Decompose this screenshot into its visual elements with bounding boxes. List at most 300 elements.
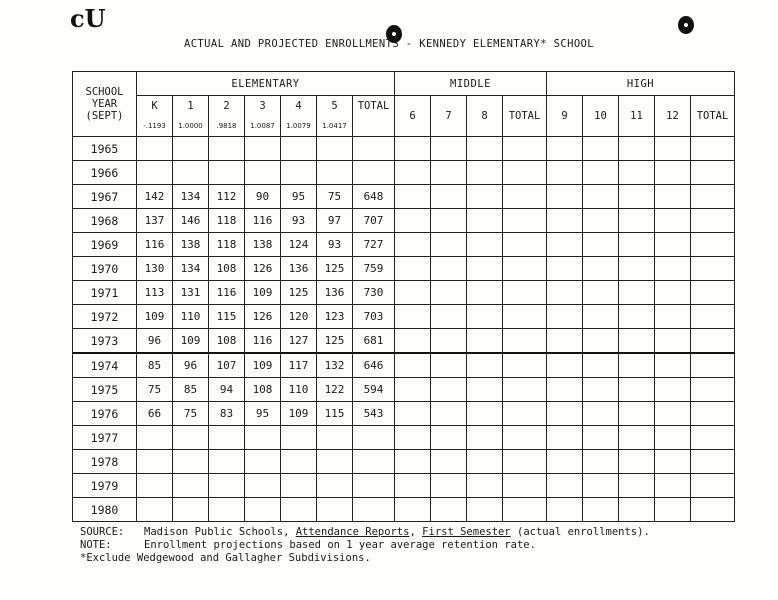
elementary-value-cell bbox=[173, 498, 209, 522]
elementary-value-cell: 66 bbox=[137, 402, 173, 426]
elementary-value-cell: 759 bbox=[353, 257, 395, 281]
elementary-value-cell: 136 bbox=[317, 281, 353, 305]
exclude-text: *Exclude Wedgewood and Gallagher Subdivisions. bbox=[80, 552, 371, 564]
elementary-value-cell bbox=[317, 474, 353, 498]
elementary-value-cell: 75 bbox=[137, 378, 173, 402]
empty-cell bbox=[619, 498, 655, 522]
elementary-value-cell: 108 bbox=[209, 257, 245, 281]
elementary-value-cell: 96 bbox=[173, 353, 209, 378]
year-cell: 1974 bbox=[73, 353, 137, 378]
elementary-value-cell: 85 bbox=[173, 378, 209, 402]
elementary-value-cell bbox=[173, 450, 209, 474]
elementary-value-cell: 118 bbox=[209, 209, 245, 233]
note-line bbox=[80, 539, 650, 552]
year-cell: 1973 bbox=[73, 329, 137, 354]
empty-cell bbox=[691, 305, 735, 329]
empty-cell bbox=[655, 233, 691, 257]
empty-cell bbox=[655, 498, 691, 522]
column-header-row bbox=[73, 96, 735, 117]
elementary-value-cell bbox=[281, 474, 317, 498]
table-row bbox=[73, 329, 735, 354]
elementary-value-cell: 109 bbox=[173, 329, 209, 354]
source-line bbox=[80, 526, 650, 539]
empty-cell bbox=[619, 426, 655, 450]
year-cell: 1977 bbox=[73, 426, 137, 450]
elementary-value-cell bbox=[317, 498, 353, 522]
empty-cell bbox=[583, 137, 619, 161]
empty-cell bbox=[503, 402, 547, 426]
year-cell: 1965 bbox=[73, 137, 137, 161]
column-header-high: 9 bbox=[547, 96, 583, 137]
empty-cell bbox=[431, 281, 467, 305]
empty-cell bbox=[691, 378, 735, 402]
year-cell: 1979 bbox=[73, 474, 137, 498]
empty-cell bbox=[619, 378, 655, 402]
empty-cell bbox=[467, 281, 503, 305]
elementary-value-cell: 126 bbox=[245, 257, 281, 281]
empty-cell bbox=[467, 474, 503, 498]
source-text: Madison Public Schools, Attendance Reports, First Semester (actual enrollments). bbox=[144, 526, 650, 538]
elementary-value-cell: 116 bbox=[245, 329, 281, 354]
empty-cell bbox=[619, 450, 655, 474]
elementary-value-cell bbox=[209, 474, 245, 498]
elementary-value-cell: 138 bbox=[173, 233, 209, 257]
empty-cell bbox=[583, 353, 619, 378]
column-header-high: 12 bbox=[655, 96, 691, 137]
elementary-value-cell bbox=[209, 137, 245, 161]
empty-cell bbox=[395, 209, 431, 233]
empty-cell bbox=[619, 185, 655, 209]
elementary-value-cell: 134 bbox=[173, 185, 209, 209]
empty-cell bbox=[691, 185, 735, 209]
exclude-line bbox=[80, 552, 650, 565]
retention-rate-cell: 1.0087 bbox=[245, 116, 281, 137]
elementary-value-cell: 707 bbox=[353, 209, 395, 233]
elementary-value-cell: 146 bbox=[173, 209, 209, 233]
retention-rate-cell bbox=[353, 116, 395, 137]
empty-cell bbox=[583, 329, 619, 354]
elementary-value-cell bbox=[137, 161, 173, 185]
elementary-value-cell: 115 bbox=[209, 305, 245, 329]
elementary-value-cell bbox=[245, 450, 281, 474]
empty-cell bbox=[503, 209, 547, 233]
empty-cell bbox=[395, 281, 431, 305]
empty-cell bbox=[547, 450, 583, 474]
empty-cell bbox=[503, 353, 547, 378]
retention-rate-cell: 1.0417 bbox=[317, 116, 353, 137]
elementary-value-cell: 108 bbox=[209, 329, 245, 354]
elementary-value-cell bbox=[353, 426, 395, 450]
empty-cell bbox=[691, 474, 735, 498]
empty-cell bbox=[467, 353, 503, 378]
year-cell: 1976 bbox=[73, 402, 137, 426]
empty-cell bbox=[691, 137, 735, 161]
elementary-value-cell: 122 bbox=[317, 378, 353, 402]
elementary-value-cell bbox=[281, 450, 317, 474]
empty-cell bbox=[395, 378, 431, 402]
elementary-value-cell: 727 bbox=[353, 233, 395, 257]
enrollment-table bbox=[72, 71, 735, 522]
table-row bbox=[73, 209, 735, 233]
elementary-value-cell: 113 bbox=[137, 281, 173, 305]
middle-group-header: MIDDLE bbox=[395, 72, 547, 96]
empty-cell bbox=[547, 329, 583, 354]
elementary-value-cell: 127 bbox=[281, 329, 317, 354]
empty-cell bbox=[583, 161, 619, 185]
column-header-middle: 8 bbox=[467, 96, 503, 137]
note-text: Enrollment projections based on 1 year average retention rate. bbox=[144, 539, 536, 551]
elementary-value-cell: 125 bbox=[317, 329, 353, 354]
empty-cell bbox=[583, 209, 619, 233]
retention-rate-cell: .9818 bbox=[209, 116, 245, 137]
elementary-value-cell bbox=[173, 161, 209, 185]
retention-rate-cell: -.1193 bbox=[137, 116, 173, 137]
elementary-value-cell: 90 bbox=[245, 185, 281, 209]
empty-cell bbox=[655, 402, 691, 426]
empty-cell bbox=[431, 474, 467, 498]
elementary-value-cell: 142 bbox=[137, 185, 173, 209]
elementary-value-cell bbox=[353, 450, 395, 474]
column-header-middle: TOTAL bbox=[503, 96, 547, 137]
table-row bbox=[73, 450, 735, 474]
elementary-value-cell bbox=[209, 498, 245, 522]
empty-cell bbox=[503, 378, 547, 402]
elementary-value-cell bbox=[281, 161, 317, 185]
empty-cell bbox=[691, 353, 735, 378]
elementary-value-cell bbox=[281, 426, 317, 450]
empty-cell bbox=[467, 426, 503, 450]
empty-cell bbox=[395, 329, 431, 354]
elementary-value-cell: 95 bbox=[281, 185, 317, 209]
empty-cell bbox=[547, 426, 583, 450]
empty-cell bbox=[467, 378, 503, 402]
empty-cell bbox=[431, 161, 467, 185]
empty-cell bbox=[619, 353, 655, 378]
table-row bbox=[73, 257, 735, 281]
table-row bbox=[73, 281, 735, 305]
elementary-value-cell: 125 bbox=[317, 257, 353, 281]
elementary-value-cell bbox=[137, 426, 173, 450]
empty-cell bbox=[583, 281, 619, 305]
elementary-value-cell bbox=[245, 161, 281, 185]
empty-cell bbox=[395, 474, 431, 498]
empty-cell bbox=[619, 281, 655, 305]
empty-cell bbox=[503, 233, 547, 257]
elementary-value-cell: 543 bbox=[353, 402, 395, 426]
table-row bbox=[73, 378, 735, 402]
elementary-value-cell bbox=[137, 474, 173, 498]
empty-cell bbox=[503, 474, 547, 498]
elementary-value-cell: 109 bbox=[245, 281, 281, 305]
elementary-group-header: ELEMENTARY bbox=[137, 72, 395, 96]
elementary-value-cell: 112 bbox=[209, 185, 245, 209]
empty-cell bbox=[431, 329, 467, 354]
empty-cell bbox=[691, 257, 735, 281]
elementary-value-cell: 120 bbox=[281, 305, 317, 329]
corner-handwritten-mark: cU bbox=[70, 4, 106, 33]
year-cell: 1975 bbox=[73, 378, 137, 402]
column-header-elementary: 3 bbox=[245, 96, 281, 117]
empty-cell bbox=[467, 402, 503, 426]
elementary-value-cell bbox=[245, 137, 281, 161]
elementary-value-cell: 594 bbox=[353, 378, 395, 402]
year-cell: 1966 bbox=[73, 161, 137, 185]
empty-cell bbox=[655, 281, 691, 305]
empty-cell bbox=[655, 161, 691, 185]
year-cell: 1972 bbox=[73, 305, 137, 329]
elementary-value-cell: 107 bbox=[209, 353, 245, 378]
elementary-value-cell: 116 bbox=[137, 233, 173, 257]
note-label: NOTE: bbox=[80, 539, 112, 551]
empty-cell bbox=[395, 137, 431, 161]
empty-cell bbox=[547, 209, 583, 233]
elementary-value-cell bbox=[245, 474, 281, 498]
empty-cell bbox=[547, 257, 583, 281]
table-row bbox=[73, 137, 735, 161]
empty-cell bbox=[547, 161, 583, 185]
empty-cell bbox=[503, 161, 547, 185]
elementary-value-cell: 134 bbox=[173, 257, 209, 281]
elementary-value-cell bbox=[317, 161, 353, 185]
column-header-high: 11 bbox=[619, 96, 655, 137]
elementary-value-cell: 138 bbox=[245, 233, 281, 257]
elementary-value-cell: 97 bbox=[317, 209, 353, 233]
empty-cell bbox=[395, 426, 431, 450]
elementary-value-cell: 109 bbox=[281, 402, 317, 426]
empty-cell bbox=[467, 161, 503, 185]
high-group-header: HIGH bbox=[547, 72, 735, 96]
empty-cell bbox=[547, 185, 583, 209]
empty-cell bbox=[395, 450, 431, 474]
empty-cell bbox=[395, 185, 431, 209]
empty-cell bbox=[503, 426, 547, 450]
elementary-value-cell bbox=[353, 474, 395, 498]
empty-cell bbox=[431, 185, 467, 209]
footer bbox=[80, 526, 650, 565]
empty-cell bbox=[619, 209, 655, 233]
empty-cell bbox=[431, 209, 467, 233]
elementary-value-cell: 93 bbox=[317, 233, 353, 257]
page-title: ACTUAL AND PROJECTED ENROLLMENTS - KENNEDY ELEMENTARY* SCHOOL bbox=[183, 38, 594, 50]
empty-cell bbox=[583, 233, 619, 257]
empty-cell bbox=[395, 402, 431, 426]
empty-cell bbox=[503, 450, 547, 474]
empty-cell bbox=[467, 257, 503, 281]
elementary-value-cell: 116 bbox=[245, 209, 281, 233]
column-header-elementary: 1 bbox=[173, 96, 209, 117]
elementary-value-cell bbox=[137, 450, 173, 474]
elementary-value-cell: 131 bbox=[173, 281, 209, 305]
table-row bbox=[73, 474, 735, 498]
empty-cell bbox=[431, 353, 467, 378]
elementary-value-cell: 116 bbox=[209, 281, 245, 305]
school-year-header: SCHOOL YEAR (SEPT) bbox=[73, 72, 137, 137]
empty-cell bbox=[503, 257, 547, 281]
empty-cell bbox=[431, 498, 467, 522]
empty-cell bbox=[655, 329, 691, 354]
year-cell: 1970 bbox=[73, 257, 137, 281]
empty-cell bbox=[431, 450, 467, 474]
elementary-value-cell bbox=[353, 137, 395, 161]
elementary-value-cell: 115 bbox=[317, 402, 353, 426]
column-header-elementary: K bbox=[137, 96, 173, 117]
column-header-elementary: 2 bbox=[209, 96, 245, 117]
table-row bbox=[73, 426, 735, 450]
empty-cell bbox=[467, 498, 503, 522]
empty-cell bbox=[503, 498, 547, 522]
empty-cell bbox=[467, 233, 503, 257]
empty-cell bbox=[655, 426, 691, 450]
elementary-value-cell: 85 bbox=[137, 353, 173, 378]
elementary-value-cell: 109 bbox=[245, 353, 281, 378]
elementary-value-cell: 132 bbox=[317, 353, 353, 378]
elementary-value-cell: 75 bbox=[317, 185, 353, 209]
empty-cell bbox=[547, 353, 583, 378]
elementary-value-cell: 126 bbox=[245, 305, 281, 329]
empty-cell bbox=[431, 257, 467, 281]
year-cell: 1978 bbox=[73, 450, 137, 474]
year-cell: 1980 bbox=[73, 498, 137, 522]
empty-cell bbox=[655, 474, 691, 498]
empty-cell bbox=[691, 402, 735, 426]
empty-cell bbox=[431, 426, 467, 450]
empty-cell bbox=[655, 209, 691, 233]
empty-cell bbox=[691, 161, 735, 185]
table-row bbox=[73, 233, 735, 257]
empty-cell bbox=[691, 233, 735, 257]
elementary-value-cell: 130 bbox=[137, 257, 173, 281]
retention-rate-cell: 1.0000 bbox=[173, 116, 209, 137]
year-cell: 1967 bbox=[73, 185, 137, 209]
elementary-value-cell: 123 bbox=[317, 305, 353, 329]
empty-cell bbox=[395, 161, 431, 185]
table-row bbox=[73, 305, 735, 329]
punch-hole-top-right bbox=[678, 16, 694, 34]
empty-cell bbox=[431, 402, 467, 426]
column-header-middle: 6 bbox=[395, 96, 431, 137]
empty-cell bbox=[583, 402, 619, 426]
elementary-value-cell: 110 bbox=[281, 378, 317, 402]
elementary-value-cell bbox=[209, 450, 245, 474]
empty-cell bbox=[503, 137, 547, 161]
empty-cell bbox=[431, 137, 467, 161]
empty-cell bbox=[583, 450, 619, 474]
empty-cell bbox=[691, 281, 735, 305]
table-body bbox=[73, 137, 735, 522]
elementary-value-cell bbox=[173, 426, 209, 450]
empty-cell bbox=[467, 329, 503, 354]
elementary-value-cell bbox=[281, 137, 317, 161]
elementary-value-cell bbox=[353, 161, 395, 185]
empty-cell bbox=[467, 185, 503, 209]
empty-cell bbox=[691, 426, 735, 450]
empty-cell bbox=[467, 450, 503, 474]
empty-cell bbox=[583, 378, 619, 402]
table-row bbox=[73, 402, 735, 426]
empty-cell bbox=[395, 498, 431, 522]
empty-cell bbox=[619, 257, 655, 281]
elementary-value-cell: 93 bbox=[281, 209, 317, 233]
empty-cell bbox=[547, 233, 583, 257]
empty-cell bbox=[655, 257, 691, 281]
elementary-value-cell: 136 bbox=[281, 257, 317, 281]
empty-cell bbox=[395, 233, 431, 257]
empty-cell bbox=[655, 305, 691, 329]
elementary-value-cell: 109 bbox=[137, 305, 173, 329]
table-row bbox=[73, 498, 735, 522]
empty-cell bbox=[583, 305, 619, 329]
empty-cell bbox=[503, 329, 547, 354]
empty-cell bbox=[395, 305, 431, 329]
empty-cell bbox=[619, 233, 655, 257]
retention-rate-cell: 1.0079 bbox=[281, 116, 317, 137]
elementary-value-cell: 646 bbox=[353, 353, 395, 378]
elementary-value-cell bbox=[281, 498, 317, 522]
elementary-value-cell: 124 bbox=[281, 233, 317, 257]
elementary-value-cell bbox=[137, 137, 173, 161]
empty-cell bbox=[691, 450, 735, 474]
elementary-value-cell: 75 bbox=[173, 402, 209, 426]
empty-cell bbox=[583, 426, 619, 450]
elementary-value-cell: 681 bbox=[353, 329, 395, 354]
empty-cell bbox=[503, 185, 547, 209]
elementary-value-cell bbox=[173, 474, 209, 498]
empty-cell bbox=[583, 257, 619, 281]
empty-cell bbox=[655, 185, 691, 209]
empty-cell bbox=[583, 474, 619, 498]
elementary-value-cell: 703 bbox=[353, 305, 395, 329]
empty-cell bbox=[583, 185, 619, 209]
elementary-value-cell: 118 bbox=[209, 233, 245, 257]
elementary-value-cell bbox=[137, 498, 173, 522]
elementary-value-cell bbox=[317, 426, 353, 450]
empty-cell bbox=[467, 137, 503, 161]
elementary-value-cell bbox=[209, 426, 245, 450]
column-header-high: 10 bbox=[583, 96, 619, 137]
empty-cell bbox=[395, 257, 431, 281]
empty-cell bbox=[655, 137, 691, 161]
elementary-value-cell: 730 bbox=[353, 281, 395, 305]
column-header-elementary: TOTAL bbox=[353, 96, 395, 117]
elementary-value-cell bbox=[245, 498, 281, 522]
elementary-value-cell: 125 bbox=[281, 281, 317, 305]
empty-cell bbox=[547, 474, 583, 498]
elementary-value-cell: 95 bbox=[245, 402, 281, 426]
column-header-elementary: 5 bbox=[317, 96, 353, 117]
empty-cell bbox=[619, 474, 655, 498]
empty-cell bbox=[619, 161, 655, 185]
elementary-value-cell: 96 bbox=[137, 329, 173, 354]
elementary-value-cell: 94 bbox=[209, 378, 245, 402]
empty-cell bbox=[547, 402, 583, 426]
elementary-value-cell: 108 bbox=[245, 378, 281, 402]
elementary-value-cell: 83 bbox=[209, 402, 245, 426]
empty-cell bbox=[547, 498, 583, 522]
column-header-high: TOTAL bbox=[691, 96, 735, 137]
empty-cell bbox=[503, 305, 547, 329]
table-row bbox=[73, 353, 735, 378]
year-cell: 1968 bbox=[73, 209, 137, 233]
empty-cell bbox=[655, 450, 691, 474]
empty-cell bbox=[503, 281, 547, 305]
empty-cell bbox=[619, 329, 655, 354]
column-header-elementary: 4 bbox=[281, 96, 317, 117]
elementary-value-cell bbox=[209, 161, 245, 185]
empty-cell bbox=[691, 498, 735, 522]
elementary-value-cell bbox=[317, 137, 353, 161]
empty-cell bbox=[547, 305, 583, 329]
empty-cell bbox=[431, 378, 467, 402]
